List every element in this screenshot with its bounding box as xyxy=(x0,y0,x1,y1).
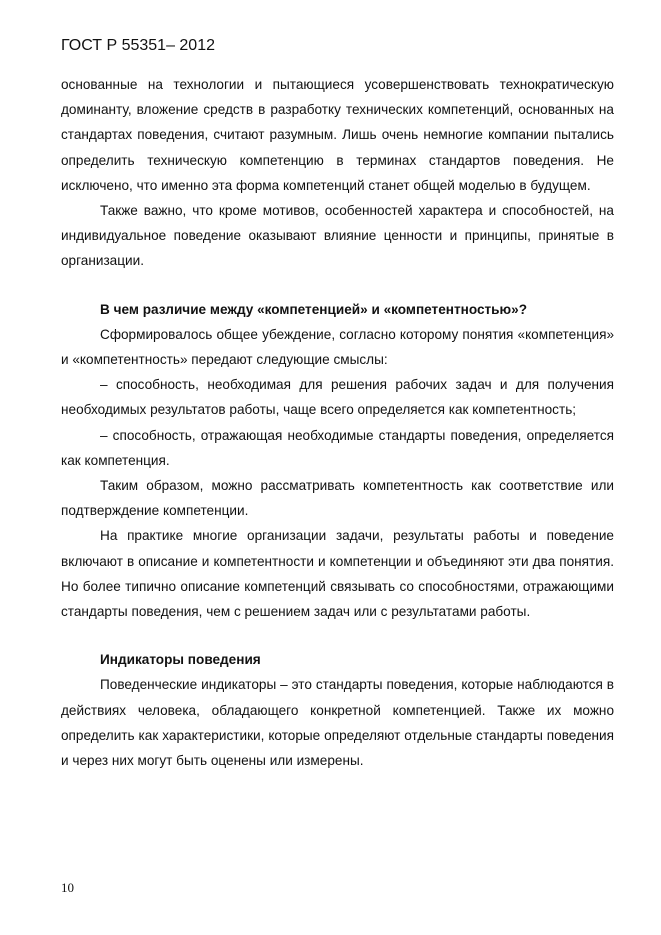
section-heading-indicators: Индикаторы поведения xyxy=(100,652,261,668)
paragraph-6: Поведенческие индикаторы – это стандарты поведения, которые наблюдаются в действиях человека, обладающего конкретной компетенцией. Также их можно определить как характеристики, которые определяют отдельные стандарты поведения и через них могут быть оценены или измерены. xyxy=(61,677,614,769)
document-header: ГОСТ Р 55351– 2012 xyxy=(61,37,215,54)
list-item-2: – способность, отражающая необходимые стандарты поведения, определяется как компетенция. xyxy=(61,427,614,468)
page-number: 10 xyxy=(61,880,74,895)
paragraph-4: Таким образом, можно рассматривать компетентность как соответствие или подтверждение компетенции. xyxy=(61,478,614,519)
paragraph-2: Также важно, что кроме мотивов, особенностей характера и способностей, на индивидуальное поведение оказывают влияние ценности и принципы, принятые в организации. xyxy=(61,203,614,269)
paragraph-3: Сформировалось общее убеждение, согласно которому понятия «компетенция» и «компетентность» передают следующие смыслы: xyxy=(61,326,614,368)
paragraph-5: На практике многие организации задачи, результаты работы и поведение включают в описание и компетентности и компетенции и объединяют эти два понятия. Но более типично описание компетенций связывать со способностями, отражающими стандарты поведения, чем с решением задач или с результатами работы. xyxy=(61,528,614,620)
section-heading-competence: В чем различие между «компетенцией» и «компетентностью»? xyxy=(100,301,528,317)
document-body xyxy=(61,72,614,773)
paragraph-1: основанные на технологии и пытающиеся усовершенствовать технократическую доминанту, вложение средств в разработку технических компетенций, основанных на стандартах поведения, считают разумным. Лишь очень немногие компании пытались определить техническую компетенцию в терминах стандартов поведения. Не исключено, что именно эта форма компетенций станет общей моделью в будущем. xyxy=(61,77,614,193)
list-item-1: – способность, необходимая для решения рабочих задач и для получения необходимых результатов работы, чаще всего определяется как компетентность; xyxy=(61,377,614,418)
